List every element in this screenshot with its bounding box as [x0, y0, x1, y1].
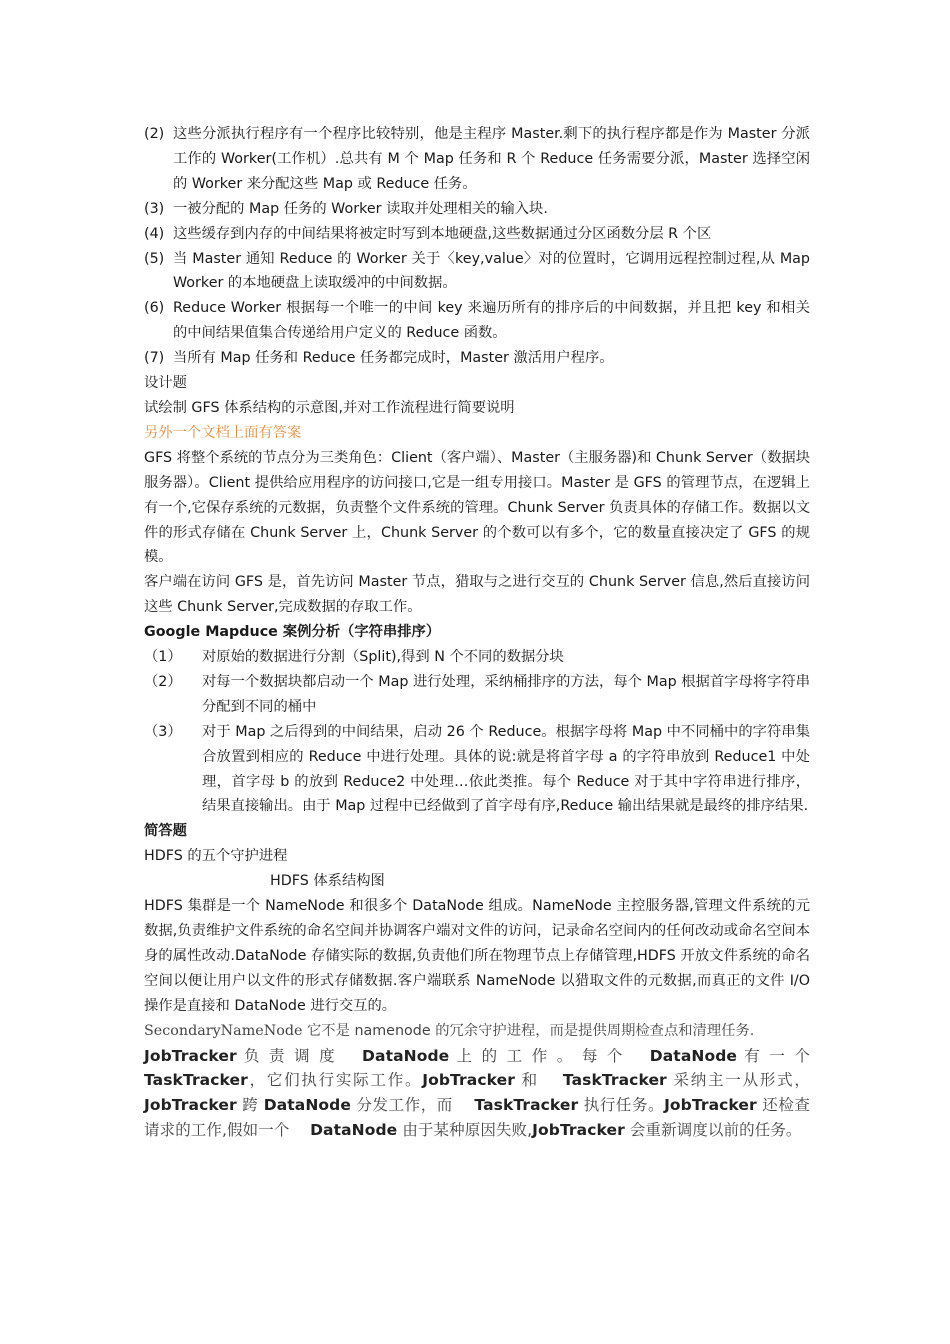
list-number: (3)	[144, 200, 165, 217]
list-text: Reduce Worker 根据每一个唯一的中间 key 来遍历所有的排序后的中间数据，并且把 key 和相关的中间结果值集合传递给用户定义的 Reduce 函数。	[173, 300, 810, 342]
document-page	[144, 122, 810, 1143]
hdfs-paragraph: HDFS 集群是一个 NameNode 和很多个 DataNode 组成。NameNode 主控服务器,管理文件系统的元数据,负责维护文件系统的命名空间并协调客户端对文件的访问，记录命名空间内的任何改动或命名空间本身的属性改动.DataNode 存储实际的数据,负责他们所在物理节点上存储管理,HDFS 开放文件系统的命名空间以便让用户以文件的形式存储数据.客户端联系 NameNode 以猎取文件的元数据,而真正的文件 I/O 操作是直接和 DataNode 进行交互的。	[144, 898, 810, 1014]
list-number: (4)	[144, 225, 165, 242]
list-text: 一被分配的 Map 任务的 Worker 读取并处理相关的输入块.	[173, 200, 548, 217]
design-question: 试绘制 GFS 体系结构的示意图,并对工作流程进行简要说明	[144, 399, 515, 416]
list-item	[144, 670, 810, 720]
term-jobtracker: JobTracker	[664, 1096, 757, 1115]
term-jobtracker: JobTracker	[144, 1046, 237, 1065]
term-datanode: DataNode	[310, 1121, 398, 1140]
list-number: (6)	[144, 300, 165, 317]
term-namenode: namenode	[354, 1022, 431, 1039]
short-answer-heading: 简答题	[144, 823, 187, 840]
list-text: 对每一个数据块都启动一个 Map 进行处理，采纳桶排序的方法，每个 Map 根据首字母将字符串分配到不同的桶中	[202, 673, 810, 715]
term-secondarynamenode: SecondaryNameNode	[144, 1022, 303, 1039]
list-text: 当 Master 通知 Reduce 的 Worker 关于〈key,value〉对的位置时，它调用远程控制过程,从 Map Worker 的本地硬盘上读取缓冲的中间数据。	[173, 250, 810, 292]
text-span: 它不是	[302, 1022, 355, 1039]
list-item	[144, 720, 810, 820]
list-number: (2)	[144, 126, 165, 142]
gfs-paragraph-1: GFS 将整个系统的节点分为三类角色：Client（客户端）、Master（主服务器)和 Chunk Server（数据块服务器）。Client 提供给应用程序的访问接口,它是一组专用接口。Master 是 GFS 的管理节点，在逻辑上有一个,它保存系统的元数据，负责整个文件系统的管理。Chunk Server 负责具体的存储工作。数据以文件的形式存储在 Chunk Server 上，Chunk Server 的个数可以有多个，它的数量直接决定了 GFS 的规模。	[144, 449, 810, 566]
list-text: 对于 Map 之后得到的中间结果，启动 26 个 Reduce。根据字母将 Map 中不同桶中的字符串集合放置到相应的 Reduce 中进行处理。具体的说:就是将首字母 a 的字符串放到 Reduce1 中处理，首字母 b 的放到 Reduce2 中处理…依此类推。每个 Reduce 对于其中字符串进行排序，结果直接输出。由于 Map 过程中已经做到了首字母有序,Reduce 输出结果就是最终的排序结果.	[202, 723, 810, 815]
mapreduce-steps-list	[144, 122, 810, 371]
text-span: 跨	[236, 1096, 264, 1115]
text-span: 还检查请求的工作,假如一个	[144, 1096, 810, 1140]
text-span: 会重新调度以前的任务。	[624, 1121, 802, 1140]
term-datanode: DataNode	[362, 1046, 450, 1065]
list-text: 这些分派执行程序有一个程序比较特别，他是主程序 Master.剩下的执行程序都是作为 Master 分派工作的 Worker(工作机）.总共有 M 个 Map 任务和 R 个 Reduce 任务需要分派，Master 选择空闲的 Worker 来分配这些 Map 或 Reduce 任务。	[173, 126, 810, 192]
gfs-paragraph-2: 客户端在访问 GFS 是，首先访问 Master 节点，猎取与之进行交互的 Chunk Server 信息,然后直接访问这些 Chunk Server,完成数据的存取工作。	[144, 574, 810, 616]
term-tasktracker: TaskTracker	[474, 1096, 579, 1115]
list-item	[144, 645, 810, 670]
list-item	[144, 247, 810, 297]
term-jobtracker: JobTracker	[144, 1096, 237, 1115]
secondary-namenode-paragraph	[144, 1019, 810, 1044]
list-number: （2）	[144, 673, 182, 690]
text-span: 上 的 工 作 。 每 个	[449, 1046, 650, 1065]
text-span: 有 一 个	[737, 1046, 810, 1065]
list-text: 这些缓存到内存的中间结果将被定时写到本地硬盘,这些数据通过分区函数分层 R 个区	[173, 225, 712, 242]
hdfs-daemons-line: HDFS 的五个守护进程	[144, 848, 288, 865]
list-item	[144, 197, 810, 222]
answer-note: 另外一个文档上面有答案	[144, 424, 302, 441]
text-span: 由于某种原因失败,	[397, 1121, 533, 1140]
jobtracker-paragraph	[144, 1044, 810, 1144]
term-jobtracker: JobTracker	[532, 1121, 625, 1140]
list-text: 对原始的数据进行分割（Split),得到 N 个不同的数据分块	[202, 649, 564, 666]
text-span: ，它们执行实际工作。	[247, 1071, 423, 1090]
case-heading: Google Mapduce 案例分析（字符串排序）	[144, 624, 441, 641]
term-tasktracker: TaskTracker	[562, 1071, 667, 1090]
design-heading: 设计题	[144, 375, 187, 392]
term-jobtracker: JobTracker	[422, 1071, 515, 1090]
text-span: 负 责 调 度	[236, 1046, 363, 1065]
list-number: （1）	[144, 649, 182, 666]
list-number: （3）	[144, 723, 182, 740]
text-span: 执行任务。	[578, 1096, 665, 1115]
list-text: 当所有 Map 任务和 Reduce 任务都完成时，Master 激活用户程序。	[173, 350, 614, 367]
list-item	[144, 296, 810, 346]
text-span: 采纳主一从形式，	[666, 1071, 810, 1090]
list-number: (5)	[144, 250, 165, 267]
term-datanode: DataNode	[649, 1046, 738, 1065]
list-item	[144, 222, 810, 247]
term-datanode: DataNode	[263, 1096, 351, 1115]
text-span: 分发工作，而	[351, 1096, 475, 1115]
text-span: 的冗余守护进程，而是提供周期检查点和清理任务.	[430, 1022, 755, 1039]
list-item	[144, 346, 810, 371]
text-span: 和	[514, 1071, 563, 1090]
list-number: (7)	[144, 350, 165, 367]
string-sort-steps-list	[144, 645, 810, 819]
hdfs-arch-title: HDFS 体系结构图	[270, 873, 385, 890]
list-item	[144, 122, 810, 197]
term-tasktracker: TaskTracker	[144, 1071, 248, 1090]
